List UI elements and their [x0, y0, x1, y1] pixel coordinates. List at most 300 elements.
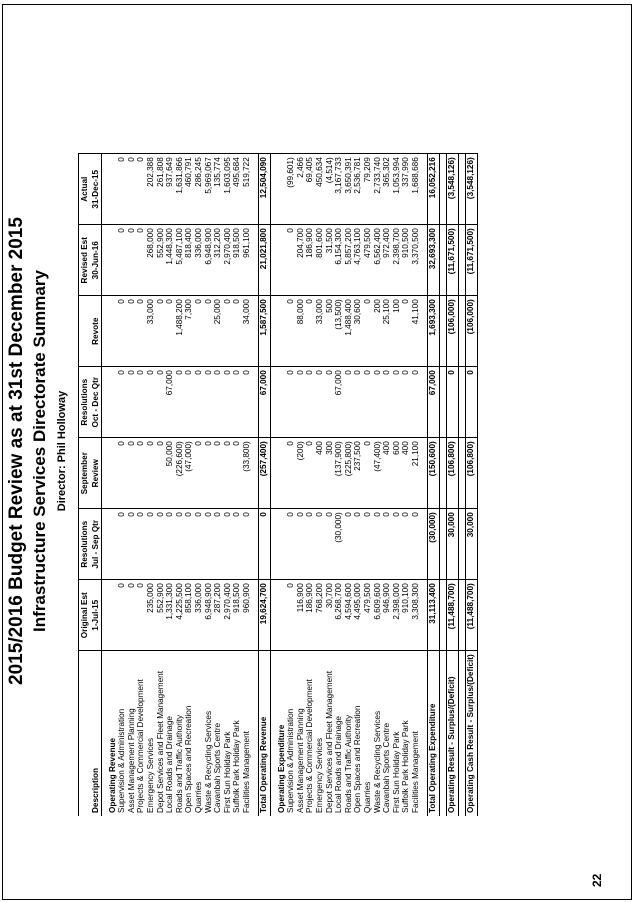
cell-value: 0	[175, 509, 185, 580]
table-row	[146, 154, 156, 816]
cell-value: (150,600)	[427, 438, 439, 509]
table-row	[402, 154, 412, 816]
cash-result-row	[465, 154, 477, 816]
cell-value: 0	[258, 509, 270, 580]
cell-value: (226,600)	[175, 438, 185, 509]
cell-value: 0	[118, 438, 128, 509]
cell-value: 336,000	[194, 580, 204, 651]
cell-value: 0	[287, 580, 297, 651]
column-header-line1: Revised Est	[79, 225, 91, 296]
table-row	[344, 154, 354, 816]
cell-value: 0	[373, 509, 383, 580]
cell-value: 0	[127, 438, 137, 509]
cell-value: 0	[287, 296, 297, 367]
cell-value: 30,000	[446, 509, 458, 580]
row-label: Local Roads and Drainage	[166, 651, 176, 816]
cell-value: 0	[411, 367, 421, 438]
cell-value	[439, 225, 446, 296]
cell-value: 6,609,600	[373, 580, 383, 651]
cell-value: 287,200	[214, 580, 224, 651]
cell-value: 0	[315, 509, 325, 580]
row-label: Roads and Traffic Authority	[344, 651, 354, 816]
cell-value: 34,000	[242, 296, 252, 367]
cell-value: 79,209	[363, 154, 373, 225]
cell-value: 0	[363, 509, 373, 580]
row-label: Local Roads and Drainage	[334, 651, 344, 816]
cell-value: (106,800)	[465, 438, 477, 509]
column-header-line2: 1-Jul-15	[90, 580, 102, 651]
cell-value: (257,400)	[258, 438, 270, 509]
cell-value: 0	[354, 367, 364, 438]
cell-value	[439, 580, 446, 651]
cell-value: 2,733,740	[373, 154, 383, 225]
cell-value: 25,100	[382, 296, 392, 367]
cell-value: 261,808	[156, 154, 166, 225]
cell-value: 400	[402, 438, 412, 509]
section-heading-row	[277, 154, 287, 816]
cell-value: (3,548,126)	[465, 154, 477, 225]
cell-value: 1,053,994	[392, 154, 402, 225]
cell-value: 0	[127, 580, 137, 651]
cell-value: 186,900	[306, 580, 316, 651]
cell-value: 0	[223, 509, 233, 580]
cell-value: 0	[204, 438, 214, 509]
empty-cell	[277, 296, 287, 367]
table-row	[214, 154, 224, 816]
cell-value: 0	[446, 367, 458, 438]
cell-value: 0	[382, 367, 392, 438]
cell-value: 116,900	[296, 580, 306, 651]
cell-value: 0	[373, 367, 383, 438]
cell-value: 1,631,866	[175, 154, 185, 225]
table-row	[175, 154, 185, 816]
cell-value: 910,500	[402, 225, 412, 296]
cell-value: (11,488,700)	[446, 580, 458, 651]
section-heading: Operating Expenditure	[277, 651, 287, 816]
row-label: Facilities Management	[411, 651, 421, 816]
cell-value: 337,990	[402, 154, 412, 225]
cell-value: 16,052,216	[427, 154, 439, 225]
cell-value: 2,466	[296, 154, 306, 225]
cell-value: (47,400)	[373, 438, 383, 509]
cell-value: 33,000	[315, 296, 325, 367]
cell-value: 31,500	[325, 225, 335, 296]
cell-value: (106,000)	[446, 296, 458, 367]
spacer-row	[458, 154, 465, 816]
table-body	[102, 154, 478, 816]
empty-cell	[277, 225, 287, 296]
cell-value: 450,634	[315, 154, 325, 225]
cell-value: 0	[363, 367, 373, 438]
cell-value: 460,791	[185, 154, 195, 225]
empty-cell	[277, 438, 287, 509]
column-header-line2: Jul - Sep Qtr	[90, 509, 102, 580]
cell-value: 0	[204, 296, 214, 367]
cell-value	[458, 438, 465, 509]
cell-value: 1,603,095	[223, 154, 233, 225]
row-label: Emergency Services	[146, 651, 156, 816]
cell-value: 0	[185, 367, 195, 438]
cell-value: 336,000	[194, 225, 204, 296]
cell-value: 33,000	[146, 296, 156, 367]
cell-value: 0	[233, 438, 243, 509]
row-label: Waste & Recycling Services	[204, 651, 214, 816]
cell-value: 30,700	[325, 580, 335, 651]
table-row	[373, 154, 383, 816]
cell-value: 0	[363, 438, 373, 509]
cell-value: 0	[156, 367, 166, 438]
cell-value: 0	[306, 509, 316, 580]
cell-value: 0	[287, 438, 297, 509]
cell-value: (106,800)	[446, 438, 458, 509]
page-number: 22	[590, 873, 604, 887]
column-header-line2: Description	[90, 651, 102, 816]
cell-value: (47,000)	[185, 438, 195, 509]
table-row	[166, 154, 176, 816]
cell-value: 400	[382, 438, 392, 509]
cell-value: 946,900	[382, 580, 392, 651]
cell-value: 0	[223, 367, 233, 438]
cell-value: 0	[156, 438, 166, 509]
cell-value: 0	[156, 296, 166, 367]
cell-value	[439, 367, 446, 438]
total-expenditure-row	[427, 154, 439, 816]
cell-value: 0	[127, 154, 137, 225]
cell-value: 0	[194, 438, 204, 509]
cell-value: 0	[287, 509, 297, 580]
cell-value: 6,948,900	[204, 580, 214, 651]
cell-value: 961,100	[242, 225, 252, 296]
empty-cell	[277, 580, 287, 651]
table-row	[156, 154, 166, 816]
table-row	[204, 154, 214, 816]
cell-value: (4,514)	[325, 154, 335, 225]
cell-value: 858,100	[185, 580, 195, 651]
cell-value: 4,763,100	[354, 225, 364, 296]
cell-value: 0	[325, 509, 335, 580]
row-label	[458, 651, 465, 816]
cell-value: 0	[194, 296, 204, 367]
cell-value: 479,500	[363, 580, 373, 651]
table-row	[137, 154, 147, 816]
cell-value: 0	[242, 509, 252, 580]
cell-value: 0	[156, 509, 166, 580]
cell-value: 0	[118, 509, 128, 580]
table-row	[223, 154, 233, 816]
cell-value: 2,536,781	[354, 154, 364, 225]
table-header	[79, 154, 102, 816]
table-row	[233, 154, 243, 816]
cell-value: 0	[233, 367, 243, 438]
row-label: Open Spaces and Recreation	[354, 651, 364, 816]
column-header-line1: Original Est	[79, 580, 91, 651]
cell-value: 552,900	[156, 580, 166, 651]
cell-value: 30,000	[465, 509, 477, 580]
row-label: Projects & Commercial Development	[137, 651, 147, 816]
cell-value: (30,000)	[334, 509, 344, 580]
cell-value: 2,970,400	[223, 580, 233, 651]
cell-value: 0	[325, 367, 335, 438]
cell-value: 0	[204, 367, 214, 438]
cell-value: 552,900	[156, 225, 166, 296]
row-label: Cavanbah Sports Centre	[214, 651, 224, 816]
cell-value: 0	[392, 509, 402, 580]
cell-value: 0	[194, 509, 204, 580]
cell-value: (137,900)	[334, 438, 344, 509]
cell-value: 25,000	[214, 296, 224, 367]
cell-value: 0	[137, 296, 147, 367]
row-label	[439, 651, 446, 816]
cell-value: 0	[233, 296, 243, 367]
cell-value: 0	[118, 580, 128, 651]
cell-value: 235,000	[146, 580, 156, 651]
row-label: Depot Services and Fleet Management	[156, 651, 166, 816]
cell-value: 3,370,500	[411, 225, 421, 296]
empty-cell	[108, 296, 118, 367]
cell-value: 768,200	[315, 580, 325, 651]
cell-value: 4,225,500	[175, 580, 185, 651]
cell-value	[458, 225, 465, 296]
cell-value: 918,500	[233, 580, 243, 651]
cell-value: 0	[146, 367, 156, 438]
cell-value: 100	[392, 296, 402, 367]
cell-value: 0	[242, 367, 252, 438]
cell-value: 268,000	[146, 225, 156, 296]
column-header-line2: 30-Jun-16	[90, 225, 102, 296]
row-label: Operating Cash Result - Surplus/(Deficit)	[465, 651, 477, 816]
column-header-line2: 31-Dec-15	[90, 154, 102, 225]
cell-value: 972,400	[382, 225, 392, 296]
row-label: Emergency Services	[315, 651, 325, 816]
cell-value: 500	[325, 296, 335, 367]
cell-value: 4,495,000	[354, 580, 364, 651]
cell-value: 6,948,900	[204, 225, 214, 296]
cell-value: 0	[315, 367, 325, 438]
cell-value: 0	[402, 509, 412, 580]
row-label: Depot Services and Fleet Management	[325, 651, 335, 816]
row-label: Operating Result - Surplus/(Deficit)	[446, 651, 458, 816]
cell-value: 0	[411, 509, 421, 580]
cell-value: 0	[137, 367, 147, 438]
cell-value: 1,488,400	[344, 296, 354, 367]
cell-value: 3,650,391	[344, 154, 354, 225]
table-row	[392, 154, 402, 816]
cell-value: 0	[344, 509, 354, 580]
table-row	[306, 154, 316, 816]
cell-value: 67,000	[166, 367, 176, 438]
report-title: 2015/2016 Budget Review as at 31st December 2015	[6, 217, 27, 685]
operating-result-row	[446, 154, 458, 816]
cell-value: 0	[344, 367, 354, 438]
cell-value: 0	[382, 509, 392, 580]
row-label: Asset Management Planning	[296, 651, 306, 816]
cell-value: 0	[354, 509, 364, 580]
empty-cell	[277, 367, 287, 438]
section-heading-row	[108, 154, 118, 816]
row-label: First Sun Holiday Park	[392, 651, 402, 816]
cell-value: 0	[137, 438, 147, 509]
column-header-line2: Oct - Dec Qtr	[90, 367, 102, 438]
cell-value: 6,154,300	[334, 225, 344, 296]
cell-value: 3,167,733	[334, 154, 344, 225]
empty-cell	[277, 509, 287, 580]
cell-value: 0	[223, 438, 233, 509]
cell-value: 5,969,067	[204, 154, 214, 225]
cell-value: 135,774	[214, 154, 224, 225]
cell-value: 69,405	[306, 154, 316, 225]
cell-value: 67,000	[427, 367, 439, 438]
cell-value: 0	[137, 580, 147, 651]
column-header-line1	[79, 296, 91, 367]
cell-value: 7,300	[185, 296, 195, 367]
cell-value: 0	[214, 509, 224, 580]
cell-value: 801,600	[315, 225, 325, 296]
row-label: Asset Management Planning	[127, 651, 137, 816]
empty-cell	[277, 154, 287, 225]
cell-value: 4,594,600	[344, 580, 354, 651]
table-row	[382, 154, 392, 816]
cell-value: 0	[287, 225, 297, 296]
cell-value: 21,100	[411, 438, 421, 509]
cell-value: 0	[166, 509, 176, 580]
column-header-line2: Revote	[90, 296, 102, 367]
report-subtitle: Infrastructure Services Directorate Summary	[30, 270, 49, 632]
cell-value	[458, 367, 465, 438]
cell-value	[458, 296, 465, 367]
cell-value: 237,500	[354, 438, 364, 509]
cell-value: 50,000	[166, 438, 176, 509]
cell-value: 600	[392, 438, 402, 509]
cell-value: 5,857,200	[344, 225, 354, 296]
cell-value: 0	[137, 225, 147, 296]
table-row	[363, 154, 373, 816]
cell-value: 300	[325, 438, 335, 509]
cell-value: 0	[287, 367, 297, 438]
table-row	[411, 154, 421, 816]
table-row	[242, 154, 252, 816]
cell-value: 1,688,686	[411, 154, 421, 225]
cell-value: 918,500	[233, 225, 243, 296]
cell-value: 6,268,700	[334, 580, 344, 651]
cell-value: 6,562,400	[373, 225, 383, 296]
table-row	[185, 154, 195, 816]
row-label: Supervision & Administration	[118, 651, 128, 816]
cell-value: 0	[214, 438, 224, 509]
cell-value: 0	[175, 367, 185, 438]
cell-value: 67,000	[334, 367, 344, 438]
cell-value: 286,245	[194, 154, 204, 225]
cell-value: (33,800)	[242, 438, 252, 509]
cell-value	[458, 154, 465, 225]
cell-value: (3,548,126)	[446, 154, 458, 225]
cell-value: 0	[127, 367, 137, 438]
column-header-line1: September	[79, 438, 91, 509]
empty-cell	[108, 438, 118, 509]
cell-value: (11,671,500)	[446, 225, 458, 296]
table-row	[325, 154, 335, 816]
cell-value: 365,302	[382, 154, 392, 225]
cell-value: 0	[306, 438, 316, 509]
cell-value: 1,448,300	[166, 225, 176, 296]
cell-value: 12,504,090	[258, 154, 270, 225]
cell-value: 0	[233, 509, 243, 580]
cell-value: 0	[118, 367, 128, 438]
cell-value: 0	[223, 296, 233, 367]
cell-value: 200	[373, 296, 383, 367]
cell-value: 21,021,800	[258, 225, 270, 296]
cell-value: 5,487,100	[175, 225, 185, 296]
cell-value: 32,693,300	[427, 225, 439, 296]
cell-value: (30,000)	[427, 509, 439, 580]
cell-value: (200)	[296, 438, 306, 509]
cell-value: 0	[392, 367, 402, 438]
cell-value: 0	[194, 367, 204, 438]
cell-value: (106,000)	[465, 296, 477, 367]
cell-value: 495,684	[233, 154, 243, 225]
row-label: Open Spaces and Recreation	[185, 651, 195, 816]
cell-value: 0	[402, 296, 412, 367]
cell-value: 0	[127, 296, 137, 367]
row-label: Suffolk Park Holiday Park	[233, 651, 243, 816]
row-label: Projects & Commercial Development	[306, 651, 316, 816]
cell-value: 67,000	[258, 367, 270, 438]
cell-value: 0	[146, 438, 156, 509]
spacer-row	[439, 154, 446, 816]
row-label: Roads and Traffic Authority	[175, 651, 185, 816]
row-label: Supervision & Administration	[287, 651, 297, 816]
empty-cell	[108, 367, 118, 438]
row-label: First Sun Holiday Park	[223, 651, 233, 816]
budget-table	[78, 153, 478, 816]
cell-value: 0	[166, 296, 176, 367]
cell-value: (99,601)	[287, 154, 297, 225]
column-header-line1: Actual	[79, 154, 91, 225]
section-heading: Operating Revenue	[108, 651, 118, 816]
row-label: Total Operating Expenditure	[427, 651, 439, 816]
cell-value: 0	[118, 296, 128, 367]
cell-value: 0	[214, 367, 224, 438]
cell-value: 910,100	[402, 580, 412, 651]
director-line: Director: Phil Holloway	[56, 390, 68, 512]
cell-value: 202,388	[146, 154, 156, 225]
cell-value: 0	[296, 367, 306, 438]
column-header-line1: Resolutions	[79, 509, 91, 580]
cell-value: 0	[296, 509, 306, 580]
cell-value: 0	[137, 154, 147, 225]
cell-value	[439, 509, 446, 580]
cell-value: (13,500)	[334, 296, 344, 367]
column-header-line1: Resolutions	[79, 367, 91, 438]
cell-value: 818,400	[185, 225, 195, 296]
row-label: Quarries	[363, 651, 373, 816]
row-label: Suffolk Park Holiday Park	[402, 651, 412, 816]
cell-value: 960,900	[242, 580, 252, 651]
empty-cell	[108, 225, 118, 296]
table-row	[296, 154, 306, 816]
cell-value: 2,398,000	[392, 580, 402, 651]
row-label: Quarries	[194, 651, 204, 816]
cell-value: 0	[363, 296, 373, 367]
cell-value: 3,308,300	[411, 580, 421, 651]
cell-value: 0	[204, 509, 214, 580]
cell-value: 2,970,400	[223, 225, 233, 296]
empty-cell	[108, 580, 118, 651]
cell-value: 186,900	[306, 225, 316, 296]
empty-cell	[108, 509, 118, 580]
cell-value	[439, 438, 446, 509]
table-row	[194, 154, 204, 816]
cell-value: 400	[315, 438, 325, 509]
